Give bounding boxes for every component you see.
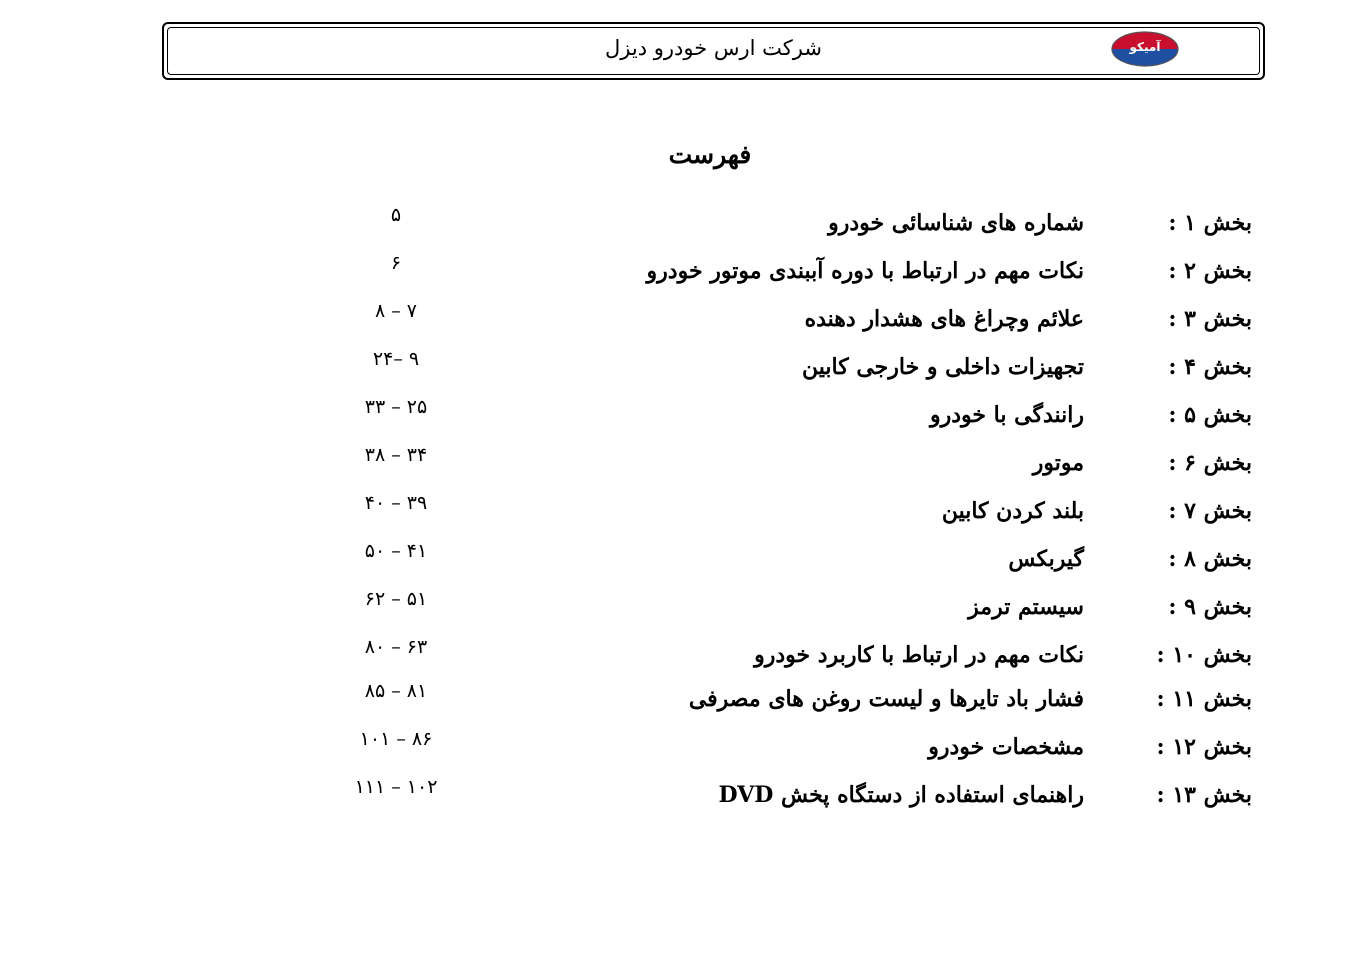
toc-section-label: بخش ۶ : bbox=[1168, 450, 1252, 476]
toc-entry bbox=[0, 300, 1352, 346]
toc-section-label: بخش ۷ : bbox=[1168, 498, 1252, 524]
toc-page-range: ۸۶ – ۱۰۱ bbox=[359, 728, 433, 750]
toc-entry bbox=[0, 492, 1352, 538]
toc-section-title: شماره های شناسائی خودرو bbox=[828, 210, 1084, 236]
toc-entry bbox=[0, 348, 1352, 394]
toc-section-title: نکات مهم در ارتباط با دوره آببندی موتور خودرو bbox=[646, 258, 1084, 284]
toc-section-title: گیربکس bbox=[1008, 546, 1084, 572]
toc-section-label: بخش ۱۳ : bbox=[1156, 782, 1252, 808]
toc-entry bbox=[0, 728, 1352, 774]
toc-section-label: بخش ۱۰ : bbox=[1156, 642, 1252, 668]
toc-section-title: سیستم ترمز bbox=[968, 594, 1084, 620]
toc-page-range: ۴۱ – ۵۰ bbox=[364, 540, 428, 562]
toc-entry bbox=[0, 776, 1352, 822]
toc-section-title: فشار باد تایرها و لیست روغن های مصرفی bbox=[688, 686, 1084, 712]
toc-entry bbox=[0, 680, 1352, 726]
toc-page-range: ۳۴ – ۳۸ bbox=[364, 444, 428, 466]
toc-entry bbox=[0, 444, 1352, 490]
logo-text: آمیکو bbox=[1129, 40, 1161, 54]
toc-entry bbox=[0, 540, 1352, 586]
toc-page-range: ۸۱ – ۸۵ bbox=[364, 680, 428, 702]
toc-section-title: مشخصات خودرو bbox=[928, 734, 1084, 760]
toc-section-label: بخش ۱ : bbox=[1168, 210, 1252, 236]
toc-entry bbox=[0, 588, 1352, 634]
toc-section-label: بخش ۴ : bbox=[1168, 354, 1252, 380]
toc-entry bbox=[0, 252, 1352, 298]
toc-section-label: بخش ۹ : bbox=[1168, 594, 1252, 620]
company-logo bbox=[1111, 31, 1179, 67]
toc-page-range: ۵۱ – ۶۲ bbox=[364, 588, 428, 610]
toc-section-title: تجهیزات داخلی و خارجی کابین bbox=[801, 354, 1084, 380]
toc-title: فهرست bbox=[668, 140, 752, 169]
toc-page-range: ۶۳ – ۸۰ bbox=[364, 636, 428, 658]
toc-section-label: بخش ۱۲ : bbox=[1156, 734, 1252, 760]
toc-section-label: بخش ۲ : bbox=[1168, 258, 1252, 284]
toc-page-range: ۲۵ – ۳۳ bbox=[364, 396, 428, 418]
toc-section-label: بخش ۸ : bbox=[1168, 546, 1252, 572]
toc-section-title: علائم وچراغ های هشدار دهنده bbox=[804, 306, 1084, 332]
toc-section-label: بخش ۱۱ : bbox=[1156, 686, 1252, 712]
toc-section-label: بخش ۳ : bbox=[1168, 306, 1252, 332]
toc-section-title: رانندگی با خودرو bbox=[929, 402, 1084, 428]
toc-page-range: ۱۰۲ – ۱۱۱ bbox=[354, 776, 438, 798]
toc-entry bbox=[0, 396, 1352, 442]
toc-section-title: راهنمای استفاده از دستگاه پخش DVD bbox=[718, 782, 1084, 808]
toc-section-title: بلند کردن کابین bbox=[941, 498, 1084, 524]
toc-entry bbox=[0, 204, 1352, 250]
toc-section-title: موتور bbox=[1032, 450, 1084, 476]
page-header bbox=[162, 22, 1265, 80]
toc-page-range: ۹ –۲۴ bbox=[372, 348, 420, 370]
toc-page-range: ۵ bbox=[390, 204, 402, 226]
header-title: شرکت ارس خودرو دیزل bbox=[605, 36, 822, 60]
toc-page-range: ۶ bbox=[390, 252, 402, 274]
toc-page-range: ۷ – ۸ bbox=[374, 300, 418, 322]
toc-entry bbox=[0, 636, 1352, 682]
toc-page-range: ۳۹ – ۴۰ bbox=[364, 492, 428, 514]
toc-section-label: بخش ۵ : bbox=[1168, 402, 1252, 428]
toc-section-title: نکات مهم در ارتباط با کاربرد خودرو bbox=[754, 642, 1084, 668]
